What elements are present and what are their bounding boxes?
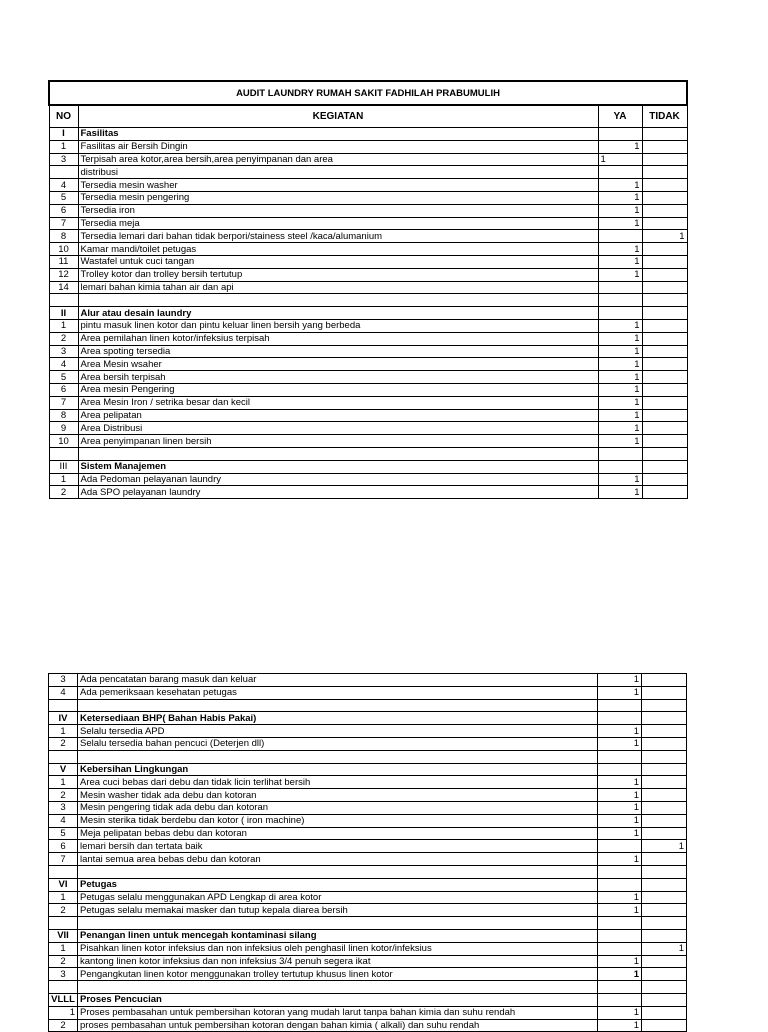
row-kegiatan: Kebersihan Lingkungan <box>78 763 598 776</box>
row-tidak <box>642 981 687 994</box>
row-ya: 1 <box>598 853 642 866</box>
row-kegiatan: Pisahkan linen kotor infeksius dan non infeksius oleh penghasil linen kotor/infeksius <box>78 942 598 955</box>
row-ya: 1 <box>598 686 642 699</box>
row-ya: 1 <box>598 891 642 904</box>
header-tidak: TIDAK <box>642 105 687 128</box>
table-row <box>49 968 687 981</box>
row-number: 3 <box>49 968 78 981</box>
row-ya: 1 <box>598 904 642 917</box>
row-number: VII <box>49 929 78 942</box>
row-kegiatan: Petugas selalu memakai masker dan tutup kepala diarea bersih <box>78 904 598 917</box>
row-tidak <box>642 993 687 1006</box>
row-number: II <box>49 307 78 320</box>
row-tidak <box>642 447 687 460</box>
table-row <box>49 435 687 448</box>
row-kegiatan: Area pemilahan linen kotor/infeksius terpisah <box>78 332 598 345</box>
row-ya: 1 <box>598 268 642 281</box>
row-tidak <box>642 865 687 878</box>
row-tidak <box>642 435 687 448</box>
table-row <box>49 904 687 917</box>
row-kegiatan: Terpisah area kotor,area bersih,area penyimpanan dan area <box>78 153 598 166</box>
row-ya: 1 <box>598 674 642 687</box>
row-tidak <box>642 1019 687 1032</box>
table-row <box>49 230 687 243</box>
row-kegiatan: Area Distribusi <box>78 422 598 435</box>
row-kegiatan: Fasilitas air Bersih Dingin <box>78 140 598 153</box>
row-number: 2 <box>49 737 78 750</box>
table-row <box>49 371 687 384</box>
row-tidak <box>642 891 687 904</box>
table-row <box>49 179 687 192</box>
row-number: 7 <box>49 853 78 866</box>
row-kegiatan: Area Mesin Iron / setrika besar dan kecil <box>78 396 598 409</box>
audit-table-page-1 <box>48 80 688 499</box>
row-number: 1 <box>49 1006 78 1019</box>
row-kegiatan: Meja pelipatan bebas debu dan kotoran <box>78 827 598 840</box>
row-number: 3 <box>49 801 78 814</box>
row-ya: 1 <box>598 396 642 409</box>
row-number: 2 <box>49 1019 78 1032</box>
table-row <box>49 166 687 179</box>
row-ya: 1 <box>598 140 642 153</box>
row-kegiatan: Sistem Manajemen <box>78 460 598 473</box>
section-row <box>49 993 687 1006</box>
row-tidak <box>642 332 687 345</box>
row-tidak <box>642 307 687 320</box>
blank-row <box>49 917 687 930</box>
row-kegiatan: pintu masuk linen kotor dan pintu keluar linen bersih yang berbeda <box>78 319 598 332</box>
table-row <box>49 319 687 332</box>
row-ya <box>598 750 642 763</box>
row-tidak <box>642 294 687 307</box>
row-tidak <box>642 268 687 281</box>
row-ya <box>598 878 642 891</box>
row-kegiatan: distribusi <box>78 166 598 179</box>
row-number: 1 <box>49 319 78 332</box>
row-tidak <box>642 814 687 827</box>
row-kegiatan: Area spoting tersedia <box>78 345 598 358</box>
table-row <box>49 942 687 955</box>
row-number: V <box>49 763 78 776</box>
section-row <box>49 307 687 320</box>
row-number: 2 <box>49 955 78 968</box>
row-ya: 1 <box>598 371 642 384</box>
row-ya <box>598 230 642 243</box>
row-number: 14 <box>49 281 78 294</box>
row-ya: 1 <box>598 217 642 230</box>
row-ya: 1 <box>598 801 642 814</box>
row-kegiatan: Area cuci bebas dari debu dan tidak licin terlihat bersih <box>78 776 598 789</box>
row-ya <box>598 929 642 942</box>
table-row <box>49 674 687 687</box>
row-tidak <box>642 204 687 217</box>
table-row <box>49 281 687 294</box>
table-row <box>49 383 687 396</box>
row-ya <box>598 981 642 994</box>
row-number: 3 <box>49 153 78 166</box>
row-kegiatan: Wastafel untuk cuci tangan <box>78 255 598 268</box>
row-kegiatan: Tersedia iron <box>78 204 598 217</box>
row-ya <box>598 128 642 141</box>
row-kegiatan <box>78 865 598 878</box>
row-ya: 1 <box>598 486 642 499</box>
audit-table-page-2 <box>48 673 687 1032</box>
row-kegiatan: Petugas selalu menggunakan APD Lengkap di area kotor <box>78 891 598 904</box>
row-tidak <box>642 853 687 866</box>
row-kegiatan: Tersedia mesin pengering <box>78 191 598 204</box>
row-kegiatan: Proses Pencucian <box>78 993 598 1006</box>
row-tidak <box>642 904 687 917</box>
row-tidak <box>642 712 687 725</box>
row-tidak <box>642 674 687 687</box>
row-kegiatan: Area pelipatan <box>78 409 598 422</box>
row-kegiatan: Area Mesin wsaher <box>78 358 598 371</box>
row-kegiatan: Proses pembasahan untuk pembersihan kotoran yang mudah larut tanpa bahan kimia dan suhu rendah <box>78 1006 598 1019</box>
row-kegiatan: Ada pemeriksaan kesehatan petugas <box>78 686 598 699</box>
row-ya: 1 <box>598 204 642 217</box>
row-number: 4 <box>49 814 78 827</box>
row-number: VLLL <box>49 993 78 1006</box>
table-row <box>49 204 687 217</box>
section-row <box>49 460 687 473</box>
row-kegiatan: kantong linen kotor infeksius dan non infeksius 3/4 penuh segera ikat <box>78 955 598 968</box>
row-kegiatan: lemari bersih dan tertata baik <box>78 840 598 853</box>
row-kegiatan <box>78 447 598 460</box>
row-tidak <box>642 878 687 891</box>
row-number: 10 <box>49 243 78 256</box>
row-tidak <box>642 929 687 942</box>
row-number: 2 <box>49 332 78 345</box>
row-ya <box>598 699 642 712</box>
row-kegiatan <box>78 750 598 763</box>
row-number: 7 <box>49 217 78 230</box>
row-kegiatan: Mesin pengering tidak ada debu dan kotoran <box>78 801 598 814</box>
row-ya: 1 <box>598 191 642 204</box>
row-tidak <box>642 128 687 141</box>
row-kegiatan: Area bersih terpisah <box>78 371 598 384</box>
row-ya: 1 <box>598 319 642 332</box>
row-ya: 1 <box>598 255 642 268</box>
row-tidak <box>642 460 687 473</box>
row-ya <box>598 307 642 320</box>
row-number: 6 <box>49 840 78 853</box>
row-ya: 1 <box>598 955 642 968</box>
table-row <box>49 396 687 409</box>
row-number: 3 <box>49 345 78 358</box>
table-header <box>49 105 687 128</box>
row-number: 2 <box>49 486 78 499</box>
row-tidak <box>642 179 687 192</box>
row-tidak <box>642 383 687 396</box>
row-tidak <box>642 191 687 204</box>
row-tidak <box>642 789 687 802</box>
row-number: 1 <box>49 473 78 486</box>
row-kegiatan: Tersedia meja <box>78 217 598 230</box>
row-tidak <box>642 486 687 499</box>
section-row <box>49 763 687 776</box>
table-row <box>49 140 687 153</box>
row-kegiatan <box>78 917 598 930</box>
row-tidak <box>642 243 687 256</box>
table-row <box>49 486 687 499</box>
row-number: 12 <box>49 268 78 281</box>
row-kegiatan: Selalu tersedia APD <box>78 725 598 738</box>
row-ya <box>598 712 642 725</box>
table-row <box>49 268 687 281</box>
row-number <box>49 917 78 930</box>
header-no: NO <box>49 105 78 128</box>
section-row <box>49 128 687 141</box>
row-ya: 1 <box>598 968 642 981</box>
row-ya: 1 <box>598 1006 642 1019</box>
row-kegiatan: Tersedia mesin washer <box>78 179 598 192</box>
row-tidak: 1 <box>642 230 687 243</box>
row-ya: 1 <box>598 345 642 358</box>
row-number: 2 <box>49 904 78 917</box>
blank-row <box>49 699 687 712</box>
blank-row <box>49 294 687 307</box>
row-tidak <box>642 217 687 230</box>
row-tidak <box>642 776 687 789</box>
row-tidak <box>642 968 687 981</box>
row-tidak <box>642 166 687 179</box>
section-row <box>49 712 687 725</box>
row-tidak <box>642 140 687 153</box>
row-number: 1 <box>49 776 78 789</box>
row-number: 5 <box>49 191 78 204</box>
row-ya <box>598 917 642 930</box>
row-number: 1 <box>49 891 78 904</box>
row-number: 7 <box>49 396 78 409</box>
row-kegiatan: Area mesin Pengering <box>78 383 598 396</box>
row-kegiatan: Tersedia lemari dari bahan tidak berpori/stainess steel /kaca/alumanium <box>78 230 598 243</box>
row-ya <box>598 166 642 179</box>
row-tidak <box>642 917 687 930</box>
row-tidak <box>642 358 687 371</box>
row-kegiatan: Alur atau desain laundry <box>78 307 598 320</box>
row-kegiatan: Ada pencatatan barang masuk dan keluar <box>78 674 598 687</box>
row-tidak <box>642 737 687 750</box>
row-number: 9 <box>49 422 78 435</box>
row-kegiatan: Ketersediaan BHP( Bahan Habis Pakai) <box>78 712 598 725</box>
row-kegiatan: Area penyimpanan linen bersih <box>78 435 598 448</box>
row-number <box>49 166 78 179</box>
row-tidak <box>642 409 687 422</box>
row-tidak <box>642 255 687 268</box>
row-ya: 1 <box>598 1019 642 1032</box>
row-number: 6 <box>49 204 78 217</box>
row-ya: 1 <box>598 409 642 422</box>
row-kegiatan: Ada Pedoman pelayanan laundry <box>78 473 598 486</box>
row-kegiatan <box>78 699 598 712</box>
row-ya: 1 <box>598 243 642 256</box>
row-number: 6 <box>49 383 78 396</box>
row-tidak <box>642 319 687 332</box>
row-ya: 1 <box>598 422 642 435</box>
row-number: 10 <box>49 435 78 448</box>
row-tidak <box>642 422 687 435</box>
row-tidak <box>642 725 687 738</box>
table-row <box>49 853 687 866</box>
row-number: 8 <box>49 230 78 243</box>
row-ya: 1 <box>598 383 642 396</box>
table-row <box>49 840 687 853</box>
row-kegiatan: proses pembasahan untuk pembersihan kotoran dengan bahan kimia ( alkali) dan suhu rendah <box>78 1019 598 1032</box>
row-ya: 1 <box>598 435 642 448</box>
table-row <box>49 955 687 968</box>
row-tidak <box>642 1006 687 1019</box>
row-number: I <box>49 128 78 141</box>
row-kegiatan: Kamar mandi/toilet petugas <box>78 243 598 256</box>
table-row <box>49 827 687 840</box>
row-number: 5 <box>49 827 78 840</box>
row-number: VI <box>49 878 78 891</box>
row-ya: 1 <box>598 776 642 789</box>
table-row <box>49 801 687 814</box>
row-ya: 1 <box>598 332 642 345</box>
table-row <box>49 1006 687 1019</box>
row-ya: 1 <box>598 814 642 827</box>
row-tidak <box>642 763 687 776</box>
row-ya: 1 <box>598 725 642 738</box>
row-ya <box>598 840 642 853</box>
row-tidak <box>642 827 687 840</box>
table-row <box>49 814 687 827</box>
row-number: 3 <box>49 674 78 687</box>
row-tidak <box>642 699 687 712</box>
row-number: 2 <box>49 789 78 802</box>
row-kegiatan: Petugas <box>78 878 598 891</box>
row-tidak <box>642 396 687 409</box>
header-ya: YA <box>598 105 642 128</box>
row-ya <box>598 447 642 460</box>
row-kegiatan: Ada SPO pelayanan laundry <box>78 486 598 499</box>
row-number <box>49 750 78 763</box>
row-ya: 1 <box>598 473 642 486</box>
row-number: 11 <box>49 255 78 268</box>
row-number <box>49 294 78 307</box>
row-tidak: 1 <box>642 942 687 955</box>
row-ya <box>598 865 642 878</box>
table-row <box>49 191 687 204</box>
table-row <box>49 255 687 268</box>
row-ya: 1 <box>598 358 642 371</box>
row-tidak <box>642 686 687 699</box>
row-ya <box>598 281 642 294</box>
row-ya: 1 <box>598 789 642 802</box>
section-row <box>49 878 687 891</box>
row-number <box>49 981 78 994</box>
row-ya <box>598 942 642 955</box>
row-ya: 1 <box>598 737 642 750</box>
row-number: 1 <box>49 725 78 738</box>
row-number: 8 <box>49 409 78 422</box>
row-kegiatan: Fasilitas <box>78 128 598 141</box>
row-kegiatan: Trolley kotor dan trolley bersih tertutup <box>78 268 598 281</box>
table-row <box>49 725 687 738</box>
row-tidak <box>642 345 687 358</box>
row-ya: 1 <box>598 153 642 166</box>
row-number: III <box>49 460 78 473</box>
row-number: 4 <box>49 686 78 699</box>
row-number: 4 <box>49 179 78 192</box>
row-ya <box>598 763 642 776</box>
table-row <box>49 217 687 230</box>
row-tidak <box>642 153 687 166</box>
table-row <box>49 332 687 345</box>
blank-row <box>49 981 687 994</box>
table-row <box>49 409 687 422</box>
document-title: AUDIT LAUNDRY RUMAH SAKIT FADHILAH PRABUMULIH <box>49 81 687 105</box>
row-tidak: 1 <box>642 840 687 853</box>
row-kegiatan <box>78 294 598 307</box>
table-row <box>49 473 687 486</box>
row-tidak <box>642 371 687 384</box>
row-ya: 1 <box>598 827 642 840</box>
row-kegiatan: Pengangkutan linen kotor menggunakan trolley tertutup khusus linen kotor <box>78 968 598 981</box>
row-tidak <box>642 750 687 763</box>
header-kegiatan: KEGIATAN <box>78 105 598 128</box>
table-row <box>49 153 687 166</box>
row-tidak <box>642 281 687 294</box>
blank-row <box>49 447 687 460</box>
row-number <box>49 865 78 878</box>
row-ya: 1 <box>598 179 642 192</box>
row-tidak <box>642 955 687 968</box>
row-ya <box>598 460 642 473</box>
table-row <box>49 358 687 371</box>
row-tidak <box>642 801 687 814</box>
row-number: 1 <box>49 942 78 955</box>
row-number <box>49 447 78 460</box>
section-row <box>49 929 687 942</box>
row-number: 1 <box>49 140 78 153</box>
row-ya <box>598 294 642 307</box>
row-kegiatan: Penangan linen untuk mencegah kontaminasi silang <box>78 929 598 942</box>
row-kegiatan: Selalu tersedia bahan pencuci (Deterjen dll) <box>78 737 598 750</box>
table-row <box>49 891 687 904</box>
table-row <box>49 243 687 256</box>
row-tidak <box>642 473 687 486</box>
table-row <box>49 776 687 789</box>
blank-row <box>49 750 687 763</box>
table-row <box>49 1019 687 1032</box>
table-row <box>49 737 687 750</box>
blank-row <box>49 865 687 878</box>
row-kegiatan <box>78 981 598 994</box>
table-row <box>49 789 687 802</box>
row-number: 5 <box>49 371 78 384</box>
row-kegiatan: lemari bahan kimia tahan air dan api <box>78 281 598 294</box>
row-kegiatan: Mesin sterika tidak berdebu dan kotor ( iron machine) <box>78 814 598 827</box>
row-number: IV <box>49 712 78 725</box>
table-row <box>49 422 687 435</box>
row-kegiatan: lantai semua area bebas debu dan kotoran <box>78 853 598 866</box>
table-row <box>49 345 687 358</box>
row-ya <box>598 993 642 1006</box>
row-number <box>49 699 78 712</box>
row-number: 4 <box>49 358 78 371</box>
table-row <box>49 686 687 699</box>
row-kegiatan: Mesin washer tidak ada debu dan kotoran <box>78 789 598 802</box>
